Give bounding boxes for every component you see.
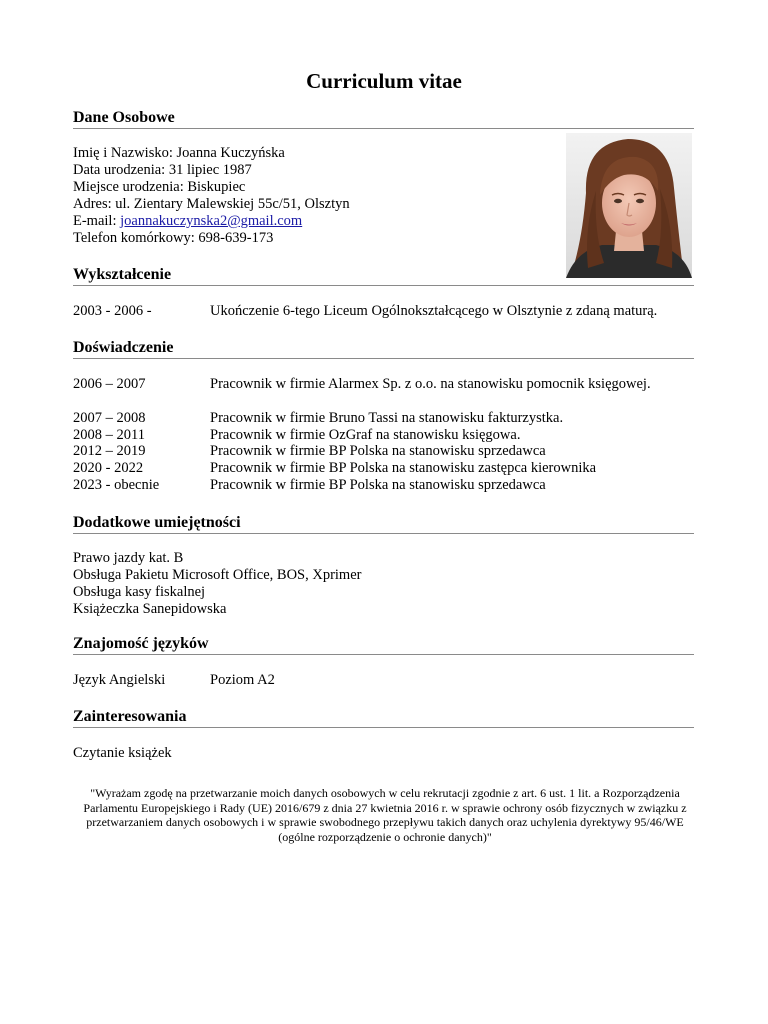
section-heading-interests: Zainteresowania bbox=[73, 707, 694, 728]
skill-item: Książeczka Sanepidowska bbox=[73, 601, 227, 617]
experience-desc: Pracownik w firmie Bruno Tassi na stanowisku fakturzystka. bbox=[210, 410, 564, 426]
personal-address: Adres: ul. Zientary Malewskiej 55c/51, Olsztyn bbox=[73, 196, 350, 212]
skill-item: Prawo jazdy kat. B bbox=[73, 550, 184, 566]
experience-period: 2020 - 2022 bbox=[73, 460, 144, 476]
personal-birth-place: Miejsce urodzenia: Biskupiec bbox=[73, 179, 246, 195]
section-heading-experience: Doświadczenie bbox=[73, 338, 694, 359]
education-period: 2003 - 2006 - bbox=[73, 303, 152, 319]
experience-period: 2023 - obecnie bbox=[73, 477, 160, 493]
education-desc: Ukończenie 6-tego Liceum Ogólnokształcącego w Olsztynie z zdaną maturą. bbox=[210, 303, 658, 319]
experience-desc: Pracownik w firmie Alarmex Sp. z o.o. na stanowisku pomocnik księgowej. bbox=[210, 376, 651, 392]
personal-birth-date: Data urodzenia: 31 lipiec 1987 bbox=[73, 162, 252, 178]
language-level: Poziom A2 bbox=[210, 672, 275, 688]
experience-desc: Pracownik w firmie BP Polska na stanowisku zastępca kierownika bbox=[210, 460, 597, 476]
experience-period: 2008 – 2011 bbox=[73, 427, 145, 443]
experience-desc: Pracownik w firmie BP Polska na stanowisku sprzedawca bbox=[210, 443, 546, 459]
experience-period: 2012 – 2019 bbox=[73, 443, 146, 459]
personal-phone: Telefon komórkowy: 698-639-173 bbox=[73, 230, 274, 246]
page-title: Curriculum vitae bbox=[306, 69, 462, 93]
experience-desc: Pracownik w firmie OzGraf na stanowisku księgowa. bbox=[210, 427, 521, 443]
experience-period: 2006 – 2007 bbox=[73, 376, 146, 392]
skill-item: Obsługa Pakietu Microsoft Office, BOS, Xprimer bbox=[73, 567, 362, 583]
experience-period: 2007 – 2008 bbox=[73, 410, 146, 426]
language-name: Język Angielski bbox=[73, 672, 166, 688]
interest-item: Czytanie książek bbox=[73, 745, 172, 761]
gdpr-consent-clause: "Wyrażam zgodę na przetwarzanie moich danych osobowych w celu rekrutacji zgodnie z art. 6 ust. 1 lit. a Rozporządzenia Parlamentu Europejskiego i Rady (UE) 2016/679 z dnia 27 kwietnia 2016 r. w sprawie ochrony osób fizycznych w związku z przetwarzaniem danych osobowych i w sprawie swobodnego przepływu takich danych oraz uchylenia dyrektywy 95/46/WE (ogólne rozporządzenie o ochronie danych)" bbox=[83, 786, 687, 844]
section-heading-education: Wykształcenie bbox=[73, 265, 694, 286]
experience-desc: Pracownik w firmie BP Polska na stanowisku sprzedawca bbox=[210, 477, 546, 493]
personal-email-line bbox=[73, 213, 302, 230]
section-heading-personal: Dane Osobowe bbox=[73, 108, 694, 129]
section-heading-languages: Znajomość języków bbox=[73, 634, 694, 655]
skill-item: Obsługa kasy fiskalnej bbox=[73, 584, 206, 600]
section-heading-skills: Dodatkowe umiejętności bbox=[73, 513, 694, 534]
email-link[interactable]: joannakuczynska2@gmail.com bbox=[120, 213, 303, 229]
personal-name: Imię i Nazwisko: Joanna Kuczyńska bbox=[73, 145, 285, 161]
profile-photo bbox=[566, 133, 692, 278]
email-label: E-mail: bbox=[73, 213, 121, 229]
